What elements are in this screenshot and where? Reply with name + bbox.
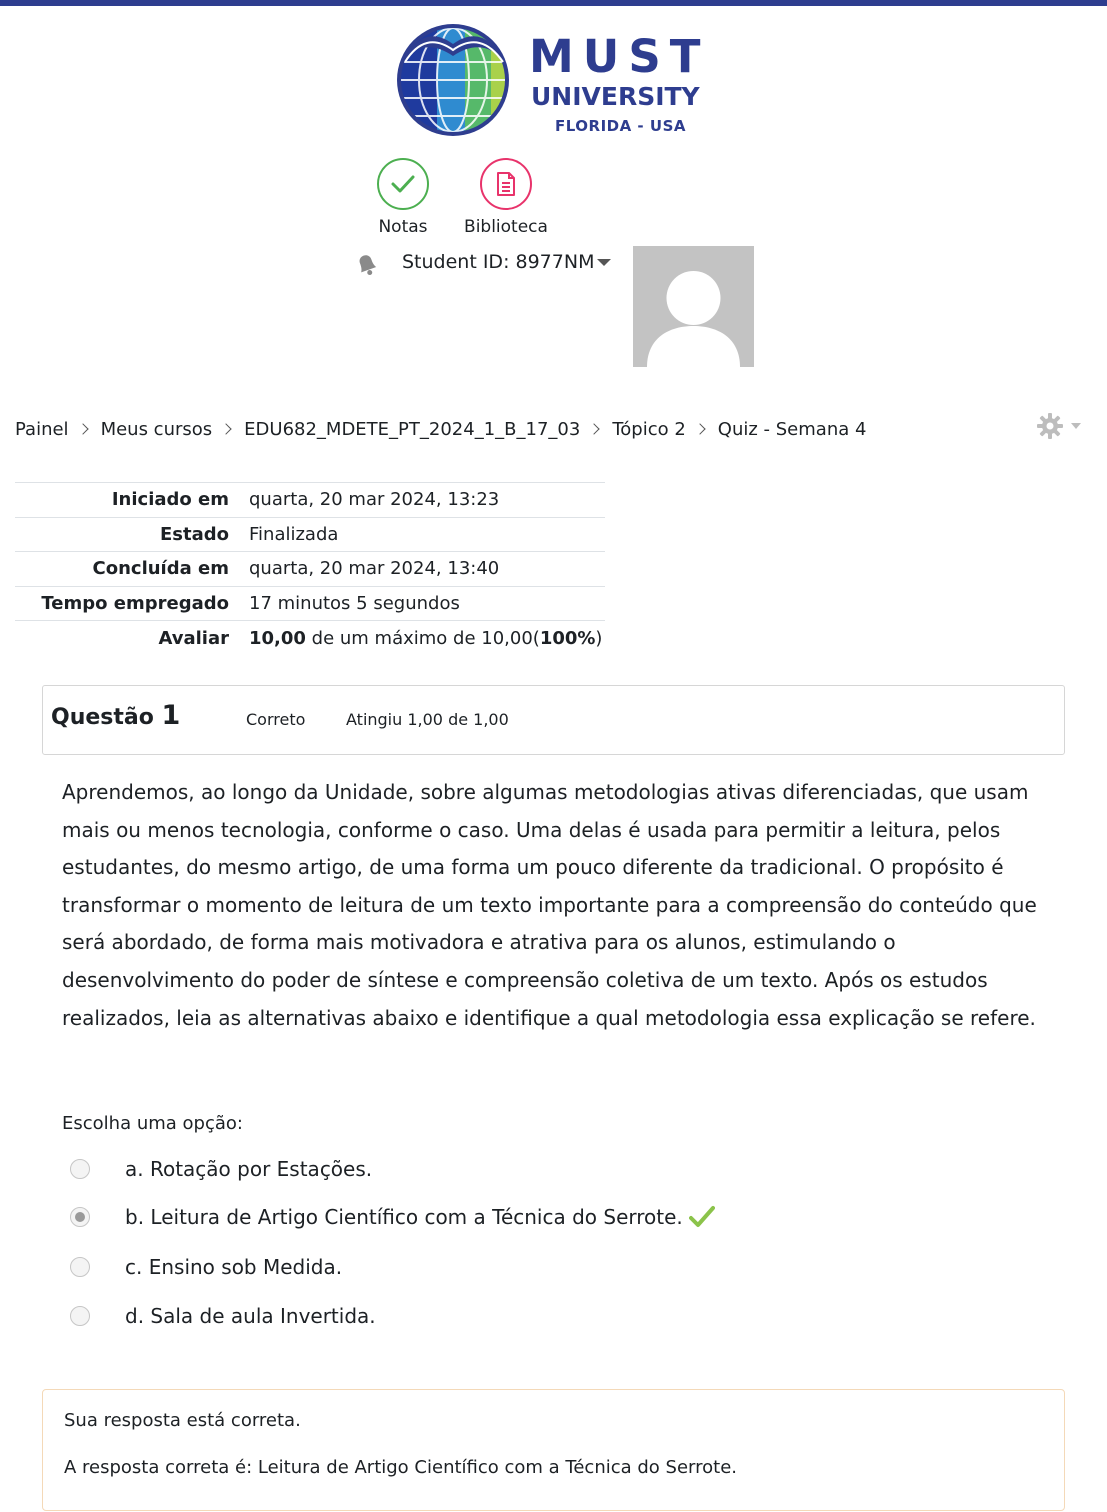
chevron-down-icon[interactable] [597, 259, 611, 266]
answer-option-label: d. Sala de aula Invertida. [125, 1304, 376, 1328]
quick-link-biblioteca[interactable] [458, 158, 554, 237]
quick-link-label: Biblioteca [464, 217, 548, 237]
gear-icon[interactable] [1037, 412, 1085, 440]
breadcrumb-item-course[interactable]: EDU682_MDETE_PT_2024_1_B_17_03 [244, 418, 581, 440]
summary-row-state [15, 517, 605, 552]
answer-prompt: Escolha uma opção: [62, 1113, 243, 1134]
breadcrumb-item-topico[interactable]: Tópico 2 [612, 418, 686, 440]
answer-option-c[interactable] [70, 1252, 342, 1282]
avatar[interactable] [633, 246, 754, 367]
radio-button[interactable] [70, 1159, 90, 1179]
grade-end: ) [595, 627, 603, 649]
feedback-box [42, 1389, 1065, 1511]
logo-university-text: UNIVERSITY [531, 82, 700, 111]
user-menu-student-id[interactable]: Student ID: 8977NM [402, 251, 595, 273]
summary-row-completed [15, 552, 605, 587]
summary-value [233, 621, 605, 656]
question-info-box [42, 685, 1065, 755]
answer-option-d[interactable] [70, 1301, 376, 1331]
question-grade: Atingiu 1,00 de 1,00 [346, 710, 509, 729]
grade-mid: de um máximo de 10,00( [305, 627, 540, 649]
summary-row-started [15, 483, 605, 518]
check-circle-icon[interactable] [377, 158, 429, 210]
question-number: 1 [161, 700, 181, 731]
grade-percent: 100% [539, 627, 596, 649]
radio-button[interactable] [70, 1257, 90, 1277]
summary-value: 17 minutos 5 segundos [249, 593, 460, 615]
chevron-right-icon [589, 423, 600, 434]
answer-option-label: c. Ensino sob Medida. [125, 1255, 343, 1279]
must-university-logo[interactable] [393, 22, 723, 140]
question-text: Aprendemos, ao longo da Unidade, sobre algumas metodologias ativas diferenciadas, que usam mais ou menos tecnologia, conforme o caso. Uma delas é usada para permitir a leitura, pelos estudantes, do mesmo artigo, de uma forma um pouco diferente da tradicional. O propósito é transformar o momento de leitura de um texto importante para a compreensão do conteúdo que será abordado, de forma mais motivadora e atrativa para os alunos, estimulando o desenvolvimento do poder de síntese e compreensão coletiva de um texto. Após os estudos realizados, leia as alternativas abaixo e identifique a qual metodologia essa explicação se refere. [62, 780, 1037, 1030]
question-title [51, 700, 180, 731]
question-title-label: Questão [51, 705, 162, 730]
top-accent-bar [0, 0, 1107, 6]
summary-value: quarta, 20 mar 2024, 13:40 [249, 558, 500, 580]
answer-option-label: a. Rotação por Estações. [125, 1157, 373, 1181]
correct-check-icon [689, 1204, 715, 1230]
answer-option-a[interactable] [70, 1154, 372, 1184]
answer-option-b[interactable] [70, 1202, 715, 1232]
question-state: Correto [246, 710, 306, 729]
summary-label: Avaliar [158, 627, 229, 649]
breadcrumb-item-meus-cursos[interactable]: Meus cursos [100, 418, 213, 440]
radio-button[interactable] [70, 1306, 90, 1326]
chevron-right-icon [220, 423, 231, 434]
breadcrumb-item-quiz[interactable]: Quiz - Semana 4 [717, 418, 867, 440]
chevron-right-icon [77, 423, 88, 434]
grade-score: 10,00 [249, 627, 306, 649]
breadcrumb [15, 416, 866, 442]
notification-bell-icon[interactable] [354, 252, 380, 278]
summary-label: Concluída em [92, 558, 229, 580]
answer-option-label: b. Leitura de Artigo Científico com a Técnica do Serrote. [125, 1205, 683, 1229]
document-icon[interactable] [480, 158, 532, 210]
summary-label: Tempo empregado [41, 593, 229, 615]
globe-logo-icon [393, 22, 517, 140]
chevron-right-icon [694, 423, 705, 434]
quick-link-label: Notas [378, 217, 428, 237]
summary-value: quarta, 20 mar 2024, 13:23 [249, 489, 500, 511]
feedback-right-answer: A resposta correta é: Leitura de Artigo Científico com a Técnica do Serrote. [64, 1457, 737, 1478]
quick-link-notas[interactable] [366, 158, 440, 237]
summary-row-grade [15, 621, 605, 656]
summary-label: Estado [159, 523, 229, 545]
feedback-result: Sua resposta está correta. [64, 1410, 301, 1431]
breadcrumb-item-painel[interactable]: Painel [15, 418, 69, 440]
radio-button-selected[interactable] [70, 1207, 90, 1227]
attempt-summary-table [15, 482, 605, 655]
logo-location-text: FLORIDA - USA [555, 117, 686, 135]
summary-value: Finalizada [249, 523, 339, 545]
summary-row-time [15, 586, 605, 621]
logo-must-text: MUST [529, 30, 710, 83]
summary-label: Iniciado em [111, 489, 229, 511]
